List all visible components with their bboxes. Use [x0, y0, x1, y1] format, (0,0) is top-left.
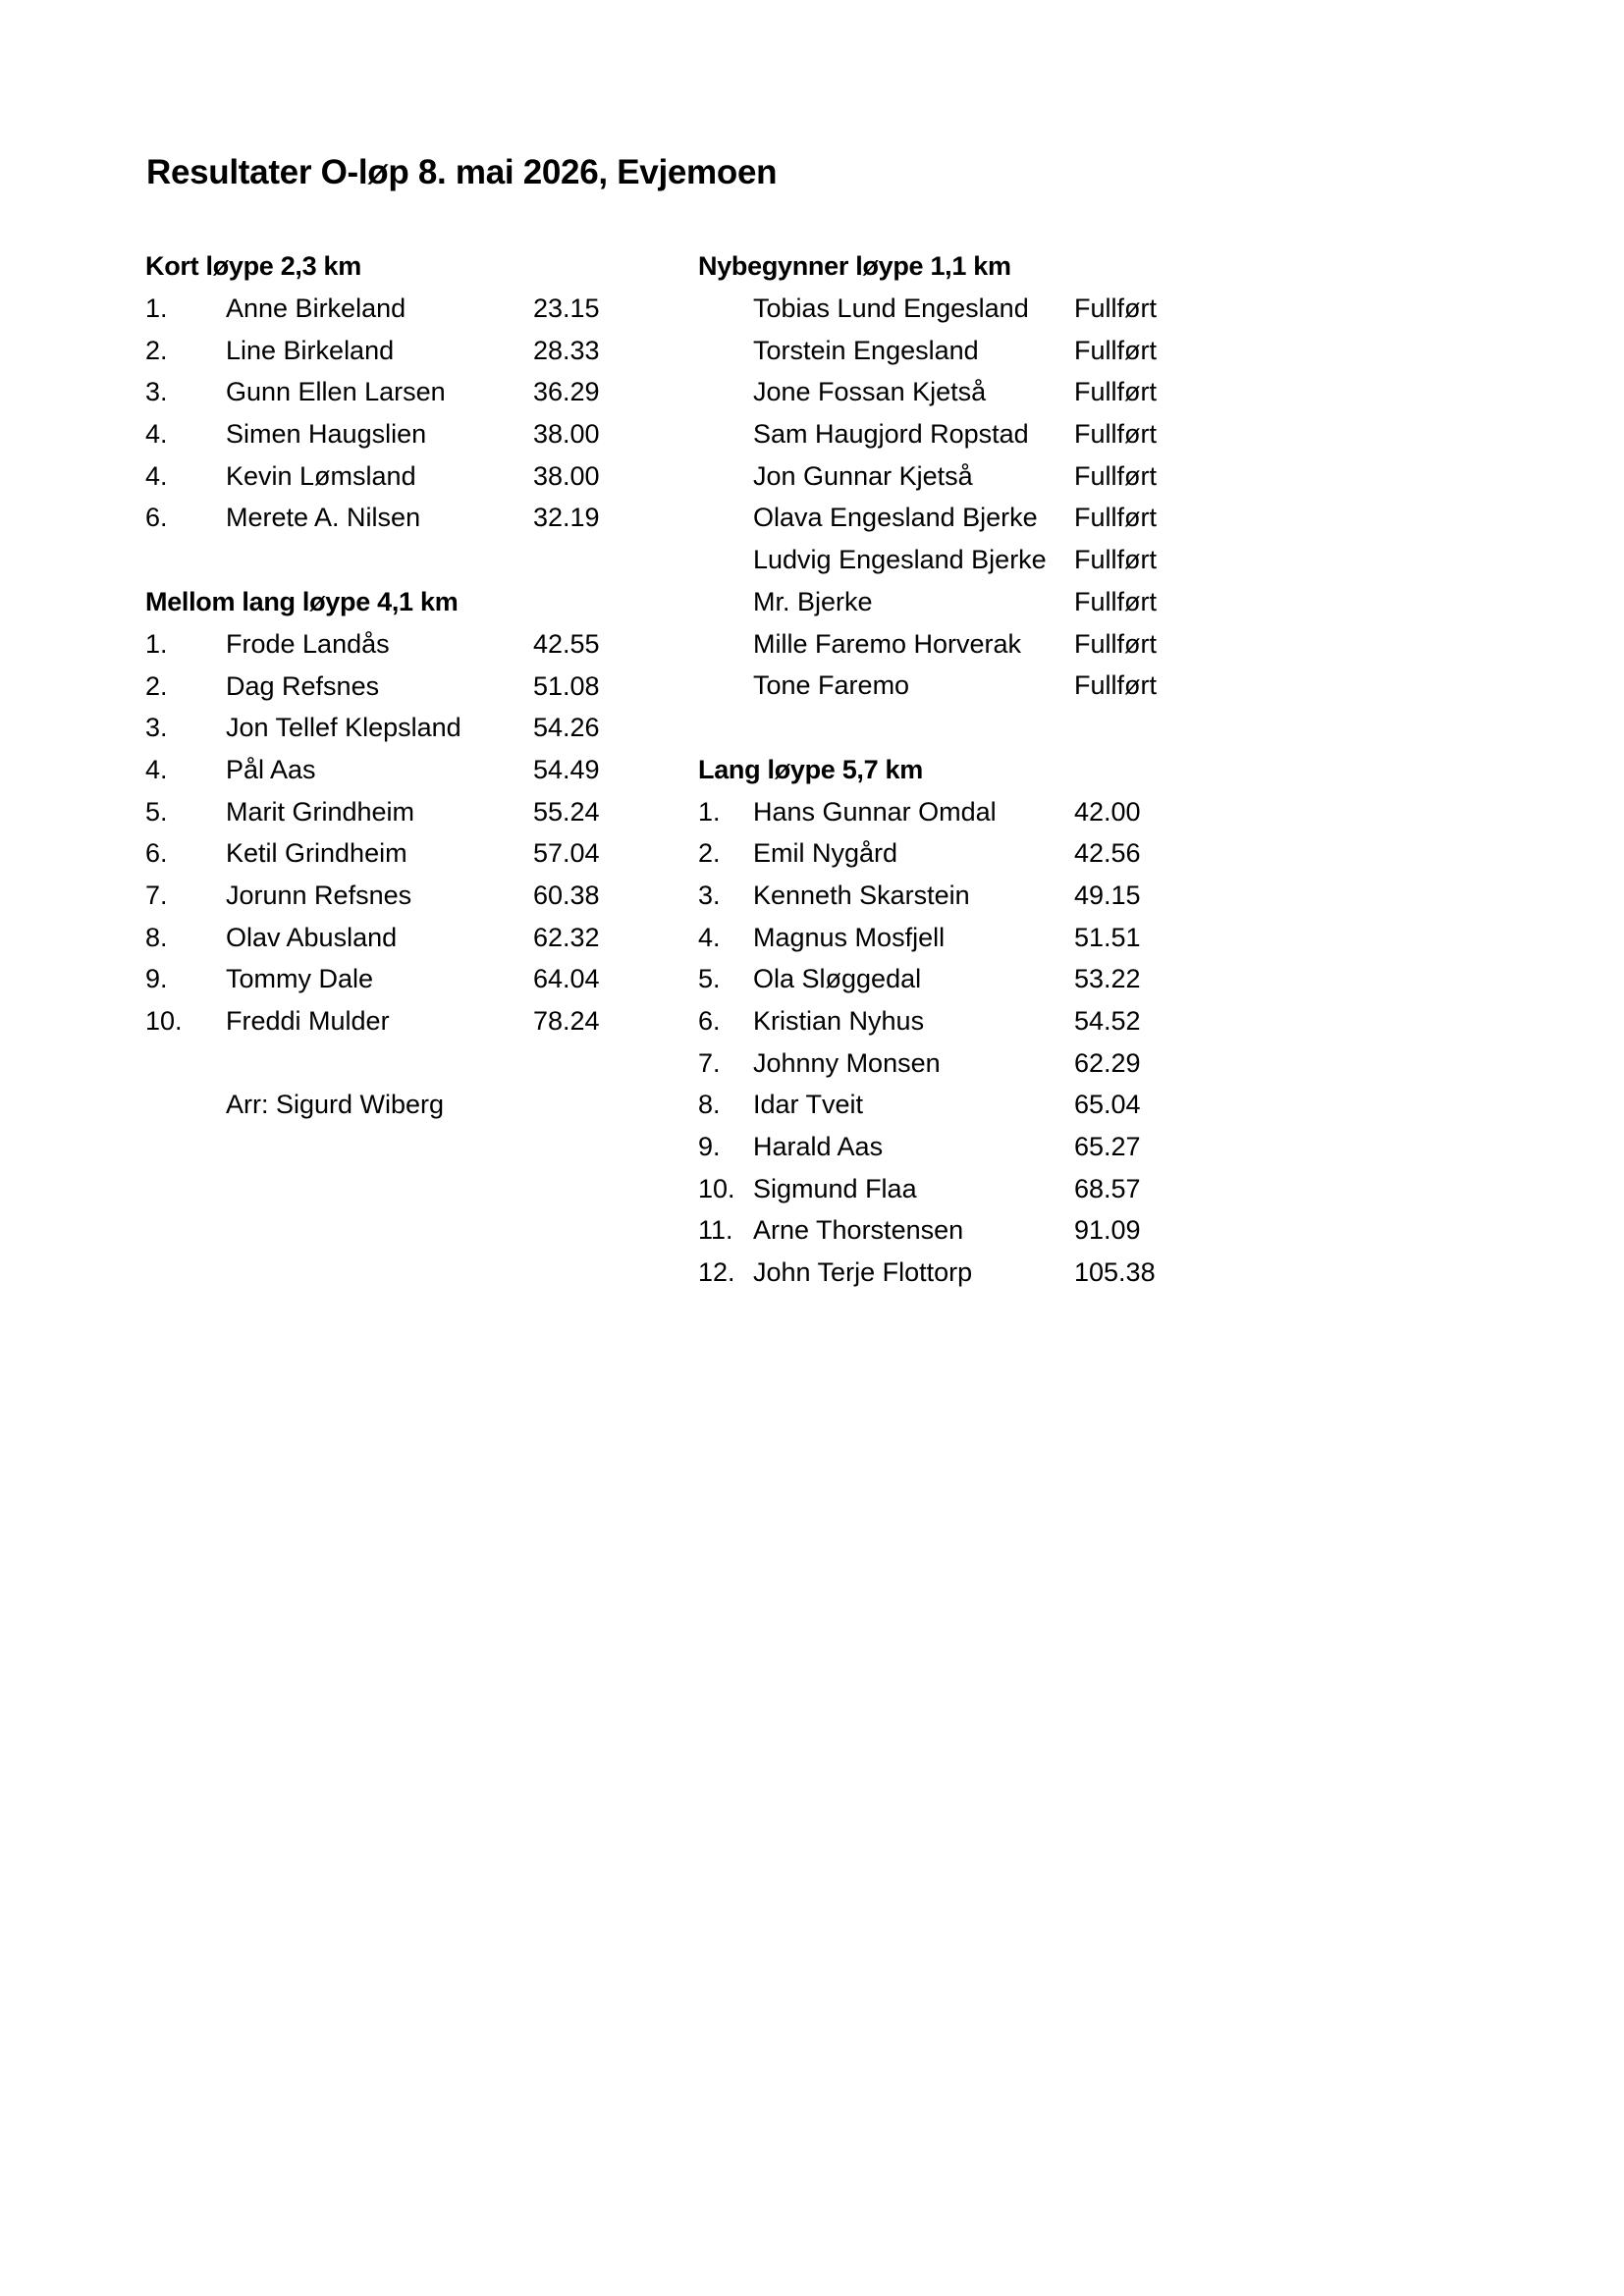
- result-rank: 2.: [698, 838, 721, 869]
- result-time: 49.15: [1074, 880, 1141, 910]
- result-rank: 2.: [145, 335, 168, 365]
- section-heading-mellom: Mellom lang løype 4,1 km: [145, 586, 459, 616]
- section-spacer: [698, 707, 1248, 749]
- result-rank: 8.: [145, 922, 168, 952]
- result-status: Fullført: [1074, 545, 1157, 575]
- runner-name: Ola Sløggedal: [753, 964, 922, 994]
- result-time: 60.38: [533, 880, 600, 910]
- result-status: Fullført: [1074, 294, 1157, 323]
- result-rank: 4.: [145, 419, 168, 450]
- section-heading-kort: Kort løype 2,3 km: [145, 251, 361, 281]
- result-rank: 5.: [698, 964, 721, 994]
- result-row: [145, 455, 636, 498]
- result-row: [698, 1168, 1248, 1210]
- result-rank: 11.: [698, 1215, 733, 1246]
- results-list-lang: [698, 791, 1248, 1294]
- runner-name: Kevin Lømsland: [226, 460, 416, 491]
- result-row: [698, 455, 1248, 498]
- runner-name: Olava Engesland Bjerke: [753, 503, 1038, 533]
- result-rank: 5.: [145, 796, 168, 827]
- result-row: [698, 623, 1248, 666]
- organizer-line: Arr: Sigurd Wiberg: [226, 1090, 445, 1120]
- runner-name: Olav Abusland: [226, 922, 398, 952]
- result-rank: 3.: [698, 880, 721, 910]
- result-row: [698, 1000, 1248, 1042]
- result-time: 42.00: [1074, 796, 1141, 827]
- result-row: [145, 958, 636, 1000]
- result-status: Fullført: [1074, 628, 1157, 659]
- result-row: [145, 791, 636, 833]
- result-rank: 6.: [698, 1006, 721, 1036]
- result-row: [145, 666, 636, 708]
- result-time: 53.22: [1074, 964, 1141, 994]
- runner-name: Sam Haugjord Ropstad: [753, 419, 1029, 450]
- result-row: [698, 330, 1248, 372]
- result-row: [698, 1126, 1248, 1168]
- result-row: [698, 1084, 1248, 1126]
- result-time: 91.09: [1074, 1215, 1141, 1246]
- result-rank: 3.: [145, 713, 168, 743]
- result-rank: 9.: [145, 964, 168, 994]
- runner-name: Kenneth Skarstein: [753, 880, 970, 910]
- runner-name: Marit Grindheim: [226, 796, 415, 827]
- page-title: Resultater O-løp 8. mai 2026, Evjemoen: [146, 153, 778, 191]
- result-rank: 10.: [698, 1173, 735, 1203]
- result-row: [145, 832, 636, 875]
- result-rank: 1.: [698, 796, 721, 827]
- result-rank: 4.: [698, 922, 721, 952]
- result-row: [698, 413, 1248, 455]
- result-time: 68.57: [1074, 1173, 1141, 1203]
- result-status: Fullført: [1074, 670, 1157, 701]
- result-status: Fullført: [1074, 460, 1157, 491]
- result-row: [145, 1000, 636, 1042]
- section-heading-nybegynner: Nybegynner løype 1,1 km: [698, 251, 1011, 281]
- runner-name: Mille Faremo Horverak: [753, 628, 1022, 659]
- result-status: Fullført: [1074, 377, 1157, 407]
- result-row: [145, 371, 636, 413]
- runner-name: Gunn Ellen Larsen: [226, 377, 446, 407]
- result-rank: 10.: [145, 1006, 183, 1036]
- result-rank: 7.: [145, 880, 168, 910]
- right-column: [698, 245, 1248, 1294]
- runner-name: Pål Aas: [226, 754, 316, 784]
- runner-name: Frode Landås: [226, 628, 390, 659]
- result-row: [145, 413, 636, 455]
- result-status: Fullført: [1074, 419, 1157, 450]
- result-time: 23.15: [533, 294, 600, 323]
- result-row: [698, 581, 1248, 623]
- runner-name: Jon Gunnar Kjetså: [753, 460, 973, 491]
- section-spacer: [145, 1042, 636, 1085]
- runner-name: Hans Gunnar Omdal: [753, 796, 997, 827]
- result-row: [698, 791, 1248, 833]
- result-time: 65.04: [1074, 1090, 1141, 1120]
- result-time: 54.52: [1074, 1006, 1141, 1036]
- left-column: [145, 245, 636, 1126]
- result-row: [698, 665, 1248, 707]
- result-status: Fullført: [1074, 503, 1157, 533]
- result-time: 42.56: [1074, 838, 1141, 869]
- result-time: 54.49: [533, 754, 600, 784]
- result-time: 105.38: [1074, 1257, 1156, 1288]
- result-rank: 12.: [698, 1257, 735, 1288]
- result-row: [698, 958, 1248, 1000]
- result-time: 54.26: [533, 713, 600, 743]
- runner-name: Sigmund Flaa: [753, 1173, 917, 1203]
- runner-name: Simen Haugslien: [226, 419, 427, 450]
- result-time: 78.24: [533, 1006, 600, 1036]
- results-list-nybegynner: [698, 288, 1248, 707]
- result-row: [698, 371, 1248, 413]
- result-time: 38.00: [533, 419, 600, 450]
- runner-name: Freddi Mulder: [226, 1006, 390, 1036]
- runner-name: Idar Tveit: [753, 1090, 864, 1120]
- result-row: [145, 330, 636, 372]
- runner-name: Ketil Grindheim: [226, 838, 407, 869]
- result-row: [145, 749, 636, 791]
- result-time: 65.27: [1074, 1132, 1141, 1162]
- runner-name: Jon Tellef Klepsland: [226, 713, 461, 743]
- runner-name: Anne Birkeland: [226, 294, 406, 323]
- result-time: 36.29: [533, 377, 600, 407]
- result-rank: 4.: [145, 460, 168, 491]
- runner-name: Line Birkeland: [226, 335, 395, 365]
- runner-name: Tone Faremo: [753, 670, 910, 701]
- result-row: [698, 875, 1248, 917]
- result-time: 28.33: [533, 335, 600, 365]
- result-rank: 3.: [145, 377, 168, 407]
- result-rank: 9.: [698, 1132, 721, 1162]
- runner-name: Emil Nygård: [753, 838, 898, 869]
- section-heading-lang: Lang løype 5,7 km: [698, 754, 923, 784]
- result-time: 62.29: [1074, 1047, 1141, 1078]
- result-rank: 6.: [145, 838, 168, 869]
- result-row: [698, 1209, 1248, 1252]
- result-row: [698, 497, 1248, 539]
- result-row: [698, 832, 1248, 875]
- runner-name: Tommy Dale: [226, 964, 374, 994]
- runner-name: Magnus Mosfjell: [753, 922, 946, 952]
- result-time: 57.04: [533, 838, 600, 869]
- result-row: [145, 917, 636, 959]
- result-row: [145, 288, 636, 330]
- result-status: Fullført: [1074, 586, 1157, 616]
- results-list-mellom: [145, 623, 636, 1042]
- result-time: 38.00: [533, 460, 600, 491]
- result-row: [698, 1042, 1248, 1085]
- runner-name: John Terje Flottorp: [753, 1257, 973, 1288]
- result-rank: 8.: [698, 1090, 721, 1120]
- result-row: [698, 1252, 1248, 1294]
- result-time: 62.32: [533, 922, 600, 952]
- result-time: 55.24: [533, 796, 600, 827]
- section-spacer: [145, 539, 636, 581]
- result-rank: 4.: [145, 754, 168, 784]
- result-time: 64.04: [533, 964, 600, 994]
- result-rank: 1.: [145, 628, 168, 659]
- result-rank: 2.: [145, 670, 168, 701]
- result-row: [145, 707, 636, 749]
- runner-name: Dag Refsnes: [226, 670, 380, 701]
- results-list-kort: [145, 288, 636, 539]
- result-time: 51.51: [1074, 922, 1141, 952]
- runner-name: Arne Thorstensen: [753, 1215, 964, 1246]
- result-rank: 6.: [145, 503, 168, 533]
- runner-name: Ludvig Engesland Bjerke: [753, 545, 1047, 575]
- result-row: [698, 539, 1248, 581]
- result-time: 32.19: [533, 503, 600, 533]
- runner-name: Tobias Lund Engesland: [753, 294, 1029, 323]
- result-row: [698, 917, 1248, 959]
- runner-name: Mr. Bjerke: [753, 586, 873, 616]
- runner-name: Johnny Monsen: [753, 1047, 941, 1078]
- result-row: [698, 288, 1248, 330]
- result-row: [145, 497, 636, 539]
- runner-name: Merete A. Nilsen: [226, 503, 421, 533]
- result-rank: 1.: [145, 294, 168, 323]
- result-time: 42.55: [533, 628, 600, 659]
- result-time: 51.08: [533, 670, 600, 701]
- result-rank: 7.: [698, 1047, 721, 1078]
- result-row: [145, 875, 636, 917]
- runner-name: Jorunn Refsnes: [226, 880, 412, 910]
- result-status: Fullført: [1074, 335, 1157, 365]
- result-row: [145, 623, 636, 666]
- runner-name: Torstein Engesland: [753, 335, 979, 365]
- runner-name: Jone Fossan Kjetså: [753, 377, 987, 407]
- runner-name: Harald Aas: [753, 1132, 884, 1162]
- runner-name: Kristian Nyhus: [753, 1006, 925, 1036]
